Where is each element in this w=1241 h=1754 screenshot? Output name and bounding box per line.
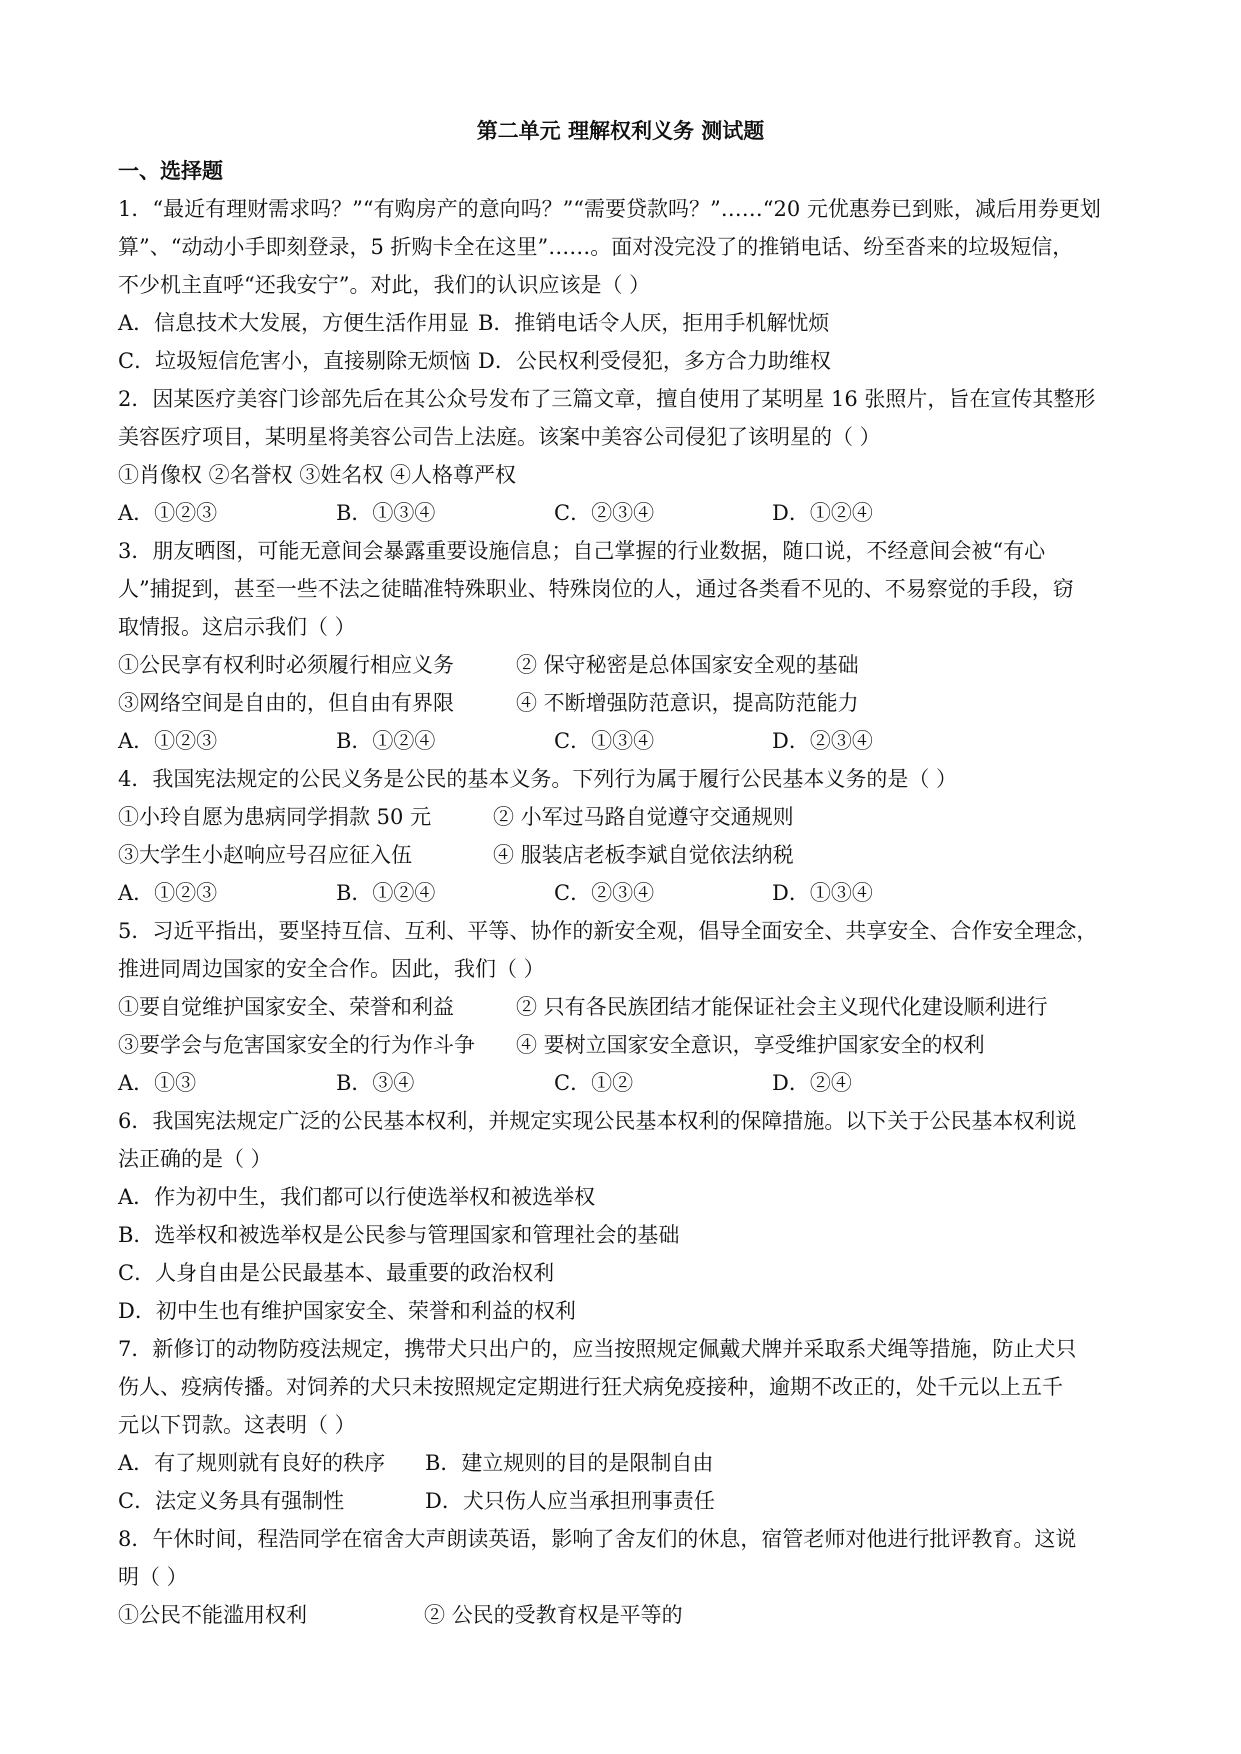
option-c: C．法定义务具有强制性 [118, 1489, 345, 1513]
option-a: A．①②③ [118, 729, 218, 753]
option-row [118, 1444, 1128, 1482]
question-stem-line: 7．新修订的动物防疫法规定，携带犬只出户的，应当按照规定佩戴犬牌并采取系犬绳等措施，防止犬只 [118, 1337, 1077, 1361]
option-b: B．③④ [336, 1071, 415, 1095]
question-stem-line: 元以下罚款。这表明（ ） [118, 1413, 356, 1437]
statement-3: ③大学生小赵响应号召应征入伍 [118, 843, 412, 867]
statement-1: ①公民不能滥用权利 [118, 1603, 307, 1627]
question-stem-line: 1．“最近有理财需求吗？”“有购房产的意向吗？”“需要贷款吗？”……“20 元优惠券已到账，减后用券更划 [118, 197, 1101, 221]
question-stem-line: 算”、“动动小手即刻登录，5 折购卡全在这里”……。面对没完没了的推销电话、纷至沓来的垃圾短信， [118, 235, 1074, 259]
option-d: D．犬只伤人应当承担刑事责任 [425, 1489, 715, 1513]
question-stem-line: 4．我国宪法规定的公民义务是公民的基本义务。下列行为属于履行公民基本义务的是（ ） [118, 767, 958, 791]
question-stem-line: 不少机主直呼“还我安宁”。对此，我们的认识应该是（ ） [118, 273, 651, 297]
option-row [118, 722, 1128, 760]
option-row [118, 874, 1128, 912]
statement-row [118, 988, 1128, 1026]
statement-2: ② 保守秘密是总体国家安全观的基础 [516, 653, 859, 677]
option-b: B．①②④ [336, 729, 436, 753]
option-row [118, 1064, 1128, 1102]
question-stem-line: 取情报。这启示我们（ ） [118, 615, 356, 639]
option-b: B．①③④ [336, 501, 436, 525]
question-1 [118, 190, 1128, 380]
statement-row [118, 646, 1128, 684]
question-7 [118, 1330, 1128, 1520]
option-d: D．公民权利受侵犯，多方合力助维权 [478, 349, 831, 373]
statement-row [118, 836, 1128, 874]
statement-row [118, 1596, 1128, 1634]
option-row [118, 1482, 1128, 1520]
option-c: C．垃圾短信危害小，直接剔除无烦恼 [118, 349, 471, 373]
statement-1: ①要自觉维护国家安全、荣誉和利益 [118, 995, 454, 1019]
option-d: D．①②④ [772, 501, 873, 525]
statement-3: ③网络空间是自由的，但自由有界限 [118, 691, 454, 715]
option-a: A．信息技术大发展，方便生活作用显 [118, 311, 470, 335]
statement-3: ③要学会与危害国家安全的行为作斗争 [118, 1033, 475, 1057]
option-b: B．选举权和被选举权是公民参与管理国家和管理社会的基础 [118, 1223, 680, 1247]
option-a: A．①②③ [118, 881, 218, 905]
question-6 [118, 1102, 1128, 1330]
option-d: D．①③④ [772, 881, 873, 905]
section-heading: 一、选择题 [118, 159, 223, 183]
question-stem-line: 法正确的是（ ） [118, 1147, 272, 1171]
statement-row [118, 1026, 1128, 1064]
option-d: D．②④ [772, 1071, 852, 1095]
statement-2: ② 公民的受教育权是平等的 [424, 1603, 683, 1627]
option-d: D．初中生也有维护国家安全、荣誉和利益的权利 [118, 1299, 576, 1323]
question-stem-line: 2．因某医疗美容门诊部先后在其公众号发布了三篇文章，擅自使用了某明星 16 张照片，旨在宣传其整形 [118, 387, 1096, 411]
question-stem-line: 3．朋友晒图，可能无意间会暴露重要设施信息；自己掌握的行业数据，随口说，不经意间会被“有心 [118, 539, 1046, 563]
option-row [118, 494, 1128, 532]
statement-2: ② 只有各民族团结才能保证社会主义现代化建设顺利进行 [516, 995, 1048, 1019]
question-stem-line: 明（ ） [118, 1565, 188, 1589]
option-c: C．②③④ [554, 501, 655, 525]
question-stem-line: 伤人、疫病传播。对饲养的犬只未按照规定定期进行狂犬病免疫接种，逾期不改正的，处千元以上五千 [118, 1375, 1063, 1399]
question-8 [118, 1520, 1128, 1634]
question-stem-line: 人”捕捉到，甚至一些不法之徒瞄准特殊职业、特殊岗位的人，通过各类看不见的、不易察觉的手段，窃 [118, 577, 1074, 601]
option-b: B．①②④ [336, 881, 436, 905]
statement-4: ④ 服装店老板李斌自觉依法纳税 [493, 843, 794, 867]
option-c: C．人身自由是公民最基本、最重要的政治权利 [118, 1261, 555, 1285]
option-row [118, 304, 1128, 342]
question-stem-line: 6．我国宪法规定广泛的公民基本权利，并规定实现公民基本权利的保障措施。以下关于公民基本权利说 [118, 1109, 1077, 1133]
option-c: C．①② [554, 1071, 634, 1095]
option-b: B．推销电话令人厌，拒用手机解忧烦 [478, 311, 830, 335]
question-stem-line: 8．午休时间，程浩同学在宿舍大声朗读英语，影响了舍友们的休息，宿管老师对他进行批评教育。这说 [118, 1527, 1077, 1551]
question-4 [118, 760, 1128, 912]
statement-row [118, 798, 1128, 836]
option-row [118, 342, 1128, 380]
question-2 [118, 380, 1128, 532]
option-b: B．建立规则的目的是限制自由 [425, 1451, 714, 1475]
question-list [118, 152, 1128, 1634]
option-a: A．①③ [118, 1071, 197, 1095]
option-a: A．有了规则就有良好的秩序 [118, 1451, 386, 1475]
option-a: A．①②③ [118, 501, 218, 525]
statement-row [118, 684, 1128, 722]
option-c: C．②③④ [554, 881, 655, 905]
option-a: A．作为初中生，我们都可以行使选举权和被选举权 [118, 1185, 596, 1209]
option-d: D．②③④ [772, 729, 873, 753]
statement-4: ④ 不断增强防范意识，提高防范能力 [516, 691, 859, 715]
statement-list: ①肖像权 ②名誉权 ③姓名权 ④人格尊严权 [118, 463, 517, 487]
statement-1: ①小玲自愿为患病同学捐款 50 元 [118, 805, 432, 829]
question-stem-line: 5．习近平指出，要坚持互信、互利、平等、协作的新安全观，倡导全面安全、共享安全、合作安全理念， [118, 919, 1098, 943]
question-stem-line: 美容医疗项目，某明星将美容公司告上法庭。该案中美容公司侵犯了该明星的（ ） [118, 425, 881, 449]
question-3 [118, 532, 1128, 760]
statement-2: ② 小军过马路自觉遵守交通规则 [493, 805, 794, 829]
page-title: 第二单元 理解权利义务 测试题 [476, 119, 765, 143]
statement-1: ①公民享有权利时必须履行相应义务 [118, 653, 454, 677]
option-c: C．①③④ [554, 729, 655, 753]
question-stem-line: 推进同周边国家的安全合作。因此，我们（ ） [118, 957, 545, 981]
statement-4: ④ 要树立国家安全意识，享受维护国家安全的权利 [516, 1033, 985, 1057]
question-5 [118, 912, 1128, 1102]
